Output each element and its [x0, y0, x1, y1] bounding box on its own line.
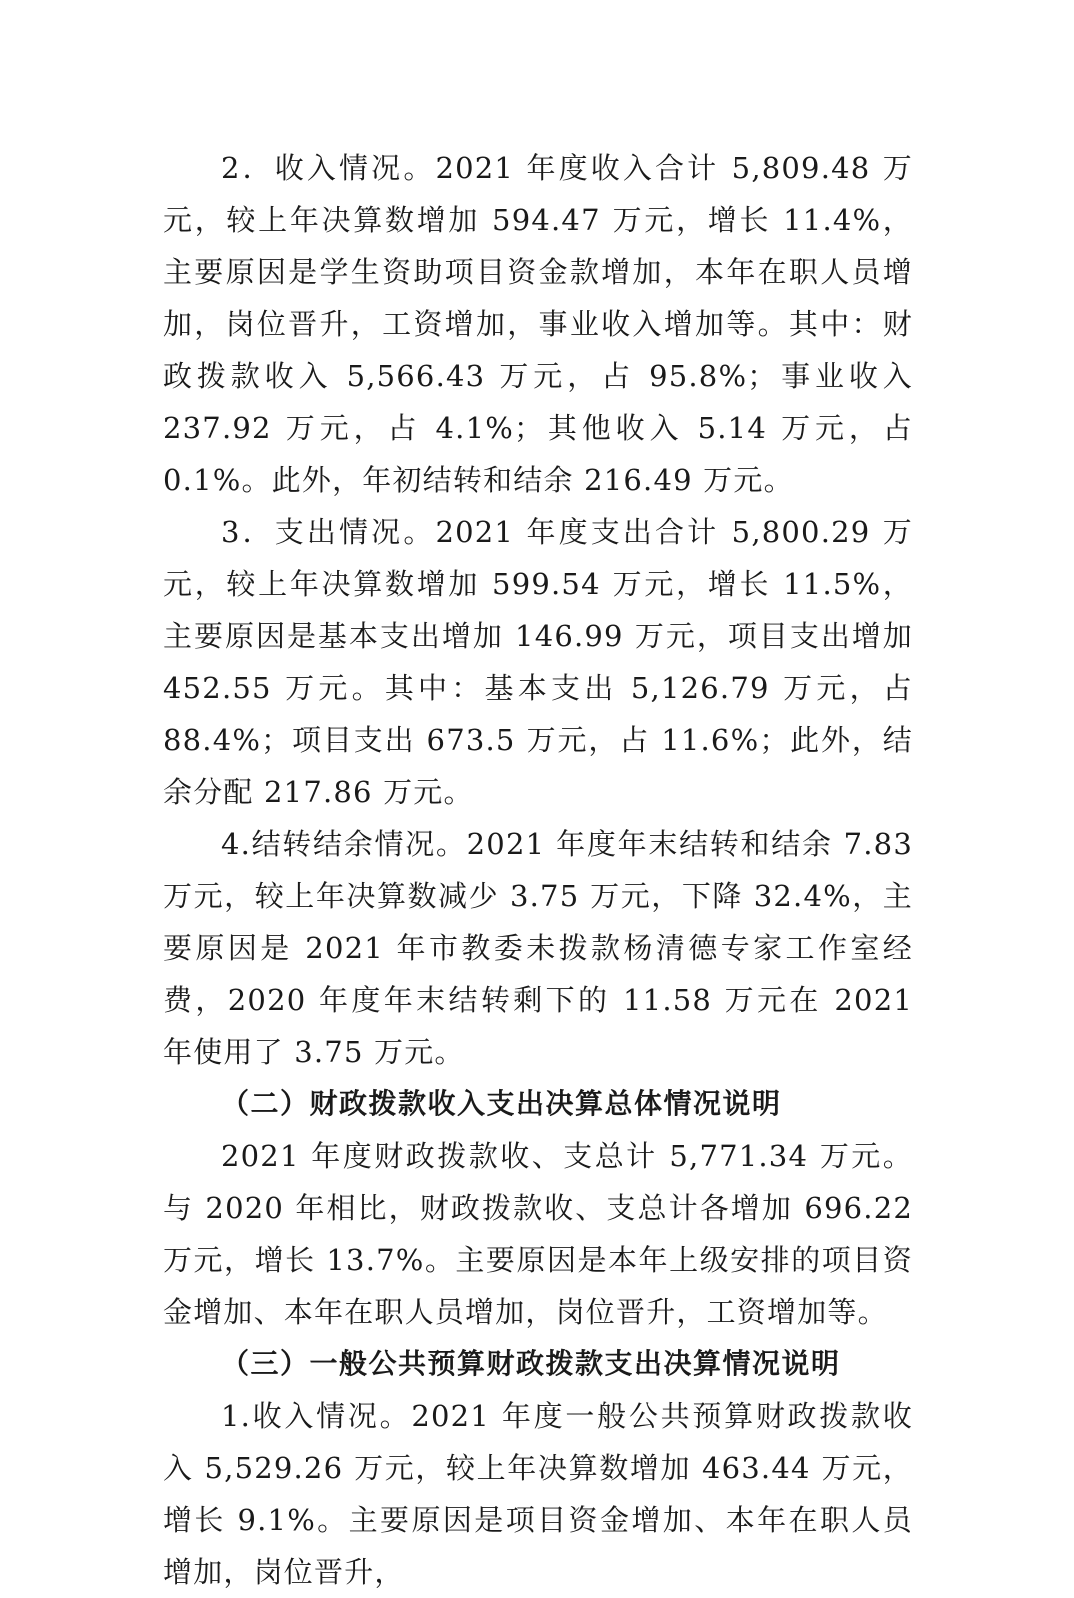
- fiscal-appropriation-paragraph: 2021 年度财政拨款收、支总计 5,771.34 万元。与 2020 年相比，财政拨款收、支总计各增加 696.22 万元，增长 13.7%。主要原因是本年上级安排的项目资金增加、本年在职人员增加，岗位晋升，工资增加等。: [163, 1139, 913, 1329]
- general-budget-income-paragraph: 1.收入情况。2021 年度一般公共预算财政拨款收入 5,529.26 万元，较上年决算数增加 463.44 万元，增长 9.1%。主要原因是项目资金增加、本年在职人员增加，岗位晋升，: [163, 1399, 913, 1589]
- expenditure-paragraph: 3．支出情况。2021 年度支出合计 5,800.29 万元，较上年决算数增加 599.54 万元，增长 11.5%，主要原因是基本支出增加 146.99 万元，项目支出增加 452.55 万元。其中：基本支出 5,126.79 万元，占 88.4%；项目支出 673.5 万元，占 11.6%；此外，结余分配 217.86 万元。: [163, 515, 913, 809]
- income-paragraph: 2．收入情况。2021 年度收入合计 5,809.48 万元，较上年决算数增加 594.47 万元，增长 11.4%，主要原因是学生资助项目资金款增加，本年在职人员增加，岗位晋升，工资增加，事业收入增加等。其中：财政拨款收入 5,566.43 万元，占 95.8%；事业收入 237.92 万元，占 4.1%；其他收入 5.14 万元，占 0.1%。此外，年初结转和结余 216.49 万元。: [163, 151, 913, 497]
- document-body: [163, 142, 913, 1598]
- section-heading-fiscal-appropriation: （二）财政拨款收入支出决算总体情况说明: [221, 1087, 782, 1120]
- section-heading-general-budget: （三）一般公共预算财政拨款支出决算情况说明: [221, 1347, 841, 1380]
- carryover-paragraph: 4.结转结余情况。2021 年度年末结转和结余 7.83 万元，较上年决算数减少 3.75 万元，下降 32.4%，主要原因是 2021 年市教委未拨款杨清德专家工作室经费，2020 年度年末结转剩下的 11.58 万元在 2021 年使用了 3.75 万元。: [163, 827, 913, 1069]
